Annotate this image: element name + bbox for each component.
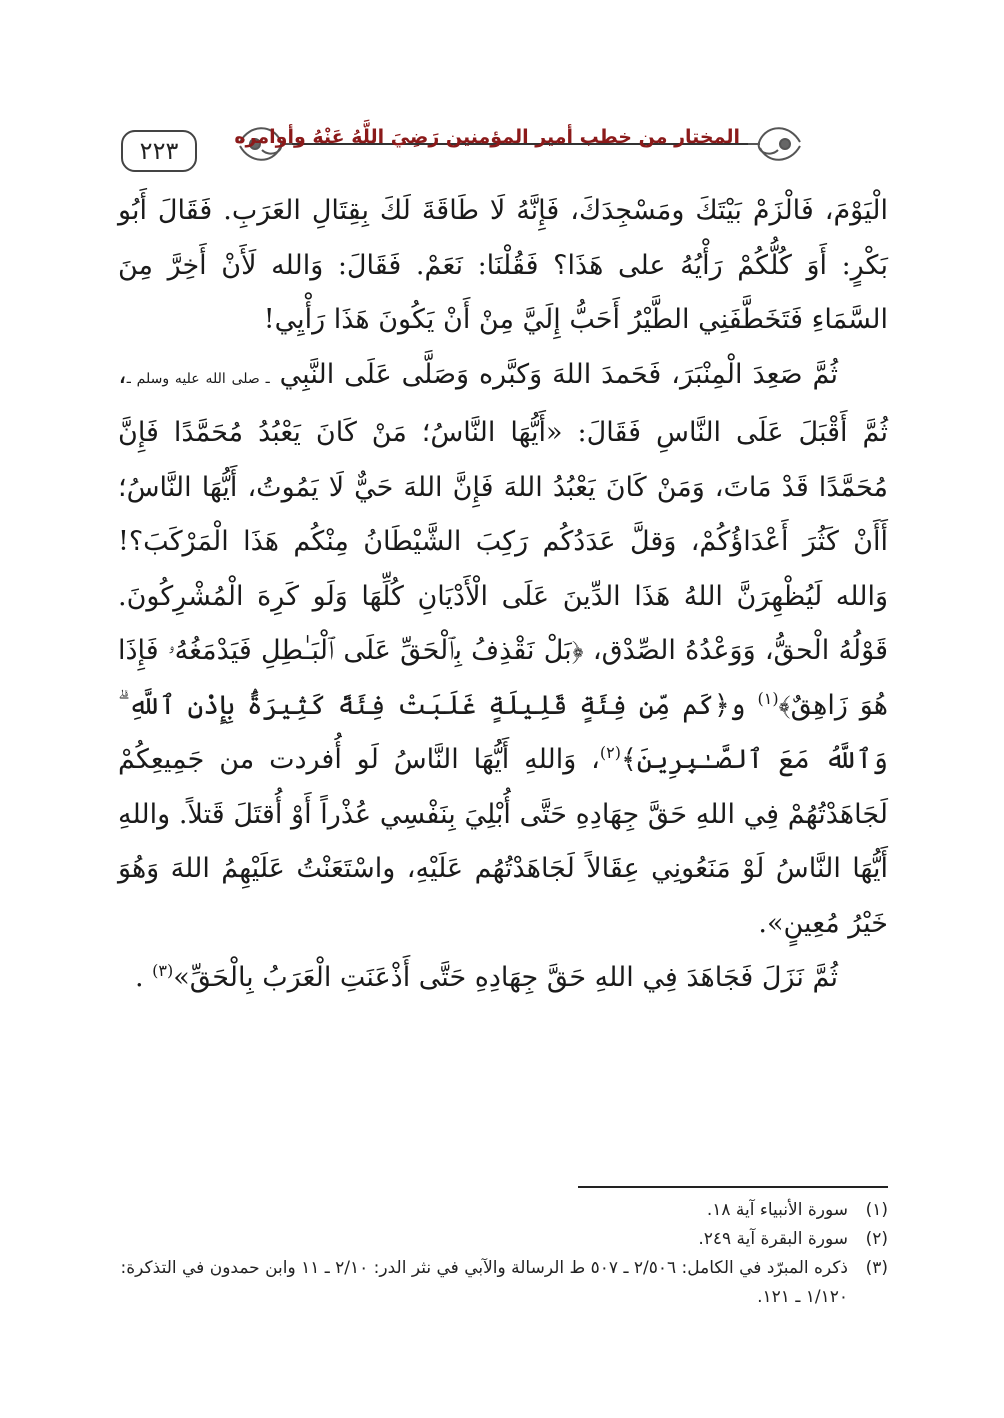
page-number: ٢٢٣ bbox=[139, 137, 179, 165]
quran-verse-2: ﴿كَم مِّن فِئَةٍ قَلِيلَةٍ غَلَبَتْ فِئَةً كَثِيرَةًۢ بِإِذْنِ ٱللَّهِ ۗ وَٱللَّهُ مَعَ ٱلصَّـٰبِرِينَ﴾ bbox=[118, 689, 888, 775]
paragraph-2: ثُمَّ صَعِدَ الْمِنْبَرَ، فَحَمدَ اللهَ وَكبَّره وَصَلَّى عَلَى النَّبِي ـ صلى الله عليه وسلم ـ، ثُمَّ أَقْبَلَ عَلَى النَّاسِ فَقَالَ: «أَيُّهَا النَّاسُ؛ مَنْ كَانَ يَعْبُدُ مُحَمَّدًا فَإِنَّ مُحَمَّدًا قَدْ مَاتَ، وَمَنْ كَانَ يَعْبُدُ اللهَ فَإِنَّ اللهَ حَيٌّ لَا يَمُوتُ، أَيُّهَا النَّاسُ؛ أَأَنْ كَثُرَ أَعْدَاؤُكُمْ، وَقلَّ عَدَدُكُم رَكِبَ الشَّيْطَانُ مِنْكُم هَذَا الْمَرْكَبَ؟! وَالله لَيُظْهِرَنَّ اللهُ هَذَا الدِّينَ عَلَى الْأَدْيَانِ كُلِّهَا وَلَو كَرِهَ الْمُشْرِكُونَ. قَوْلُهُ الْحقُّ، وَوَعْدُهُ الصِّدْق، ﴿بَلْ نَقْذِفُ بِٱلْحَقِّ عَلَى ٱلْبَـٰطِلِ فَيَدْمَغُهُۥ فَإِذَا هُوَ زَاهِقٌ﴾$^{(١)}$ و﴿كَم مِّن فِئَةٍ قَلِيلَةٍ غَلَبَتْ فِئَةً كَثِيرَةًۢ بِإِذْنِ ٱللَّهِ ۗ وَٱللَّهُ مَعَ ٱلصَّـٰبِرِينَ﴾$^{(٢)}$، وَاللهِ أَيُّهَا النَّاسُ لَو أُفردت من جَمِيعِكُمْ لَجَاهَدْتُهُمْ فِي اللهِ حَقَّ جِهَادِهِ حَتَّى أُبْلِيَ بِنَفْسِي عُذْراً أَوْ أُقتَلَ قَتلاً. واللهِ أَيُّهَا النَّاسُ لَوْ مَنَعُونِي عِقَالاً لَجَاهَدْتُهُم عَلَيْهِ، واسْتَعَنْتُ عَلَيْهِمُ اللهَ وَهُوَ خَيْرُ مُعِينٍ». bbox=[118, 358, 888, 939]
paragraph-3: ثُمَّ نَزَلَ فَجَاهَدَ فِي اللهِ حَقَّ جِهَادِهِ حَتَّى أَذْعَنَتِ الْعَرَبُ بِالْحَقِّ»$^{(٣)}$ . bbox=[134, 961, 838, 993]
footnote-marker-2: (٢) bbox=[599, 743, 621, 762]
body-text bbox=[118, 184, 888, 1006]
footnote-marker-1: (١) bbox=[757, 688, 779, 708]
footnote-marker-3: (٣) bbox=[152, 961, 174, 980]
quran-verse-1: ﴿بَلْ نَقْذِفُ بِٱلْحَقِّ عَلَى ٱلْبَـٰطِلِ فَيَدْمَغُهُۥ فَإِذَا هُوَ زَاهِقٌ﴾ bbox=[118, 635, 888, 721]
footnote-3: (٣) ذكره المبرّد في الكامل: ٢/٥٠٦ ـ ٥٠٧ ط الرسالة والآبي في نثر الدر: ٢/١٠ ـ ١١ وابن حمدون في التذكرة: ١/١٢٠ ـ ١٢١. bbox=[120, 1258, 888, 1307]
footnote-1: (١) سورة الأنبياء آية ١٨. bbox=[706, 1200, 888, 1220]
footnotes bbox=[118, 1196, 888, 1312]
running-head bbox=[220, 112, 820, 182]
footnote-rule bbox=[578, 1186, 888, 1188]
running-title: المختار من خطب أمير المؤمنين رَضِيَ اللَّهُ عَنْهُ وأوامره bbox=[234, 126, 740, 148]
honorific: ـ صلى الله عليه وسلم ـ bbox=[126, 370, 270, 387]
paragraph-1: الْيَوْمَ، فَالْزَمْ بَيْتَكَ ومَسْجِدَكَ، فَإِنَّهُ لَا طَاقَةَ لَكَ بِقِتَالِ العَرَبِ. فَقَالَ أَبُو بَكْرٍ: أَوَ كُلُّكُمْ رَأْيُهُ على هَذَا؟ فَقُلْنَا: نَعَمْ. فَقَالَ: وَالله لَأَنْ أَخِرَّ مِنَ السَّمَاءِ فَتَخَطَّفَنِي الطَّيْرُ أَحَبُّ إِلَيَّ مِنْ أَنْ يَكُونَ هَذَا رَأْيِي! bbox=[118, 195, 888, 335]
footnote-2: (٢) سورة البقرة آية ٢٤٩. bbox=[698, 1229, 888, 1249]
page-number-box bbox=[121, 130, 197, 172]
